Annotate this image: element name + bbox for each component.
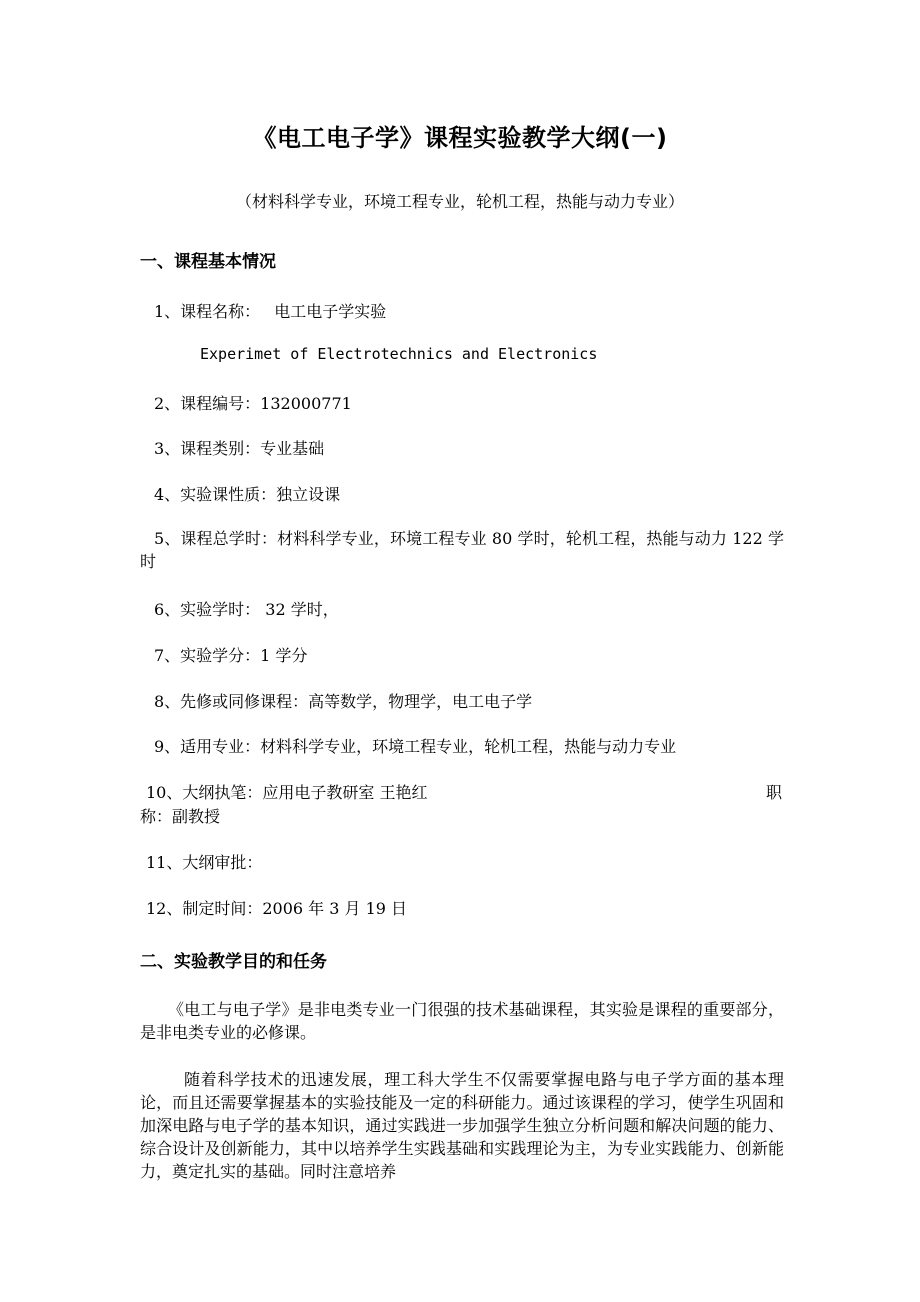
total-hours: 5、课程总学时：材料科学专业，环境工程专业 80 学时，轮机工程，热能与动力 122 学时 [140,529,784,571]
course-name-line [154,299,386,322]
author-title: 称：副教授 [140,807,221,826]
applicable-majors: 9、适用专业：材料科学专业，环境工程专业，轮机工程，热能与动力专业 [154,737,677,756]
document-title: 《电工电子学》课程实验教学大纲(一) [252,124,668,152]
lab-credits: 7、实验学分：1 学分 [154,646,308,665]
creation-date: 12、制定时间：2006 年 3 月 19 日 [146,899,408,918]
prerequisites: 8、先修或同修课程：高等数学，物理学，电工电子学 [154,692,533,711]
course-category: 3、课程类别：专业基础 [154,439,325,458]
course-code: 2、课程编号：132000771 [154,394,352,413]
course-name-label: 1、课程名称： [154,302,261,321]
outline-author: 10、大纲执笔：应用电子教研室 王艳红 [146,783,428,802]
course-name-value: 电工电子学实验 [274,302,387,321]
section-heading-basic-info: 一、课程基本情况 [140,252,276,272]
outline-approval: 11、大纲审批： [146,853,263,872]
objectives-paragraph-2: 随着科学技术的迅速发展，理工科大学生不仅需要掌握电路与电子学方面的基本理论，而且还需要掌握基本的实验技能及一定的科研能力。通过该课程的学习，使学生巩固和加深电路与电子学的基本知识，通过实践进一步加强学生独立分析问题和解决问题的能力、综合设计及创新能力，其中以培养学生实践基础和实践理论为主，为专业实践能力、创新能力，奠定扎实的基础。同时注意培养 [140,1070,784,1181]
document-subtitle: （材料科学专业，环境工程专业，轮机工程，热能与动力专业） [235,192,684,211]
author-title-label-part: 职 [766,783,783,802]
lab-nature: 4、实验课性质：独立设课 [154,485,341,504]
section-heading-objectives: 二、实验教学目的和任务 [140,952,327,972]
objectives-paragraph-1: 《电工与电子学》是非电类专业一门很强的技术基础课程，其实验是课程的重要部分，是非电类专业的必修课。 [140,1000,784,1042]
lab-hours: 6、实验学时： 32 学时， [154,600,339,619]
course-name-english: Experimet of Electrotechnics and Electronics [200,345,598,363]
